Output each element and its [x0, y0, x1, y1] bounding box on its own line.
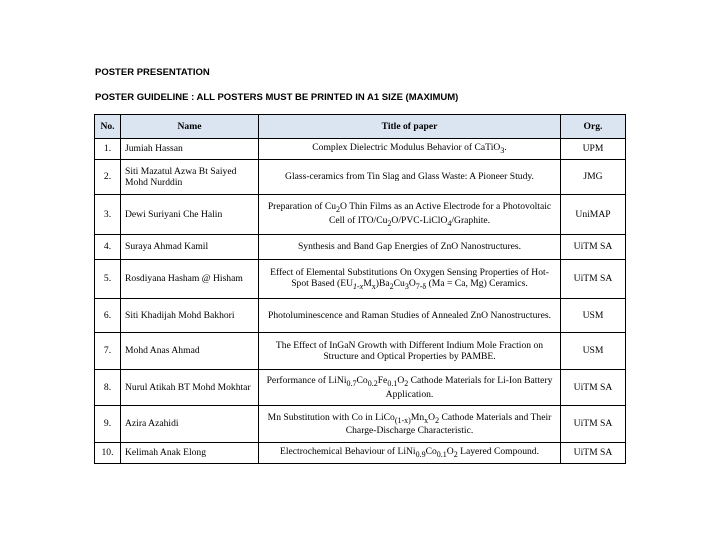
row-number: 6.: [95, 299, 121, 333]
presenter-name: Mohd Anas Ahmad: [121, 333, 259, 370]
table-row: [95, 370, 626, 406]
paper-title: Complex Dielectric Modulus Behavior of CaTiO$_3$.: [259, 139, 561, 160]
row-number: 9.: [95, 406, 121, 443]
presenter-name: Suraya Ahmad Kamil: [121, 235, 259, 260]
presenter-name: Jumiah Hassan: [121, 139, 259, 160]
row-number: 2.: [95, 160, 121, 195]
presenter-name: Dewi Suriyani Che Halin: [121, 195, 259, 235]
row-number: 10.: [95, 443, 121, 464]
poster-guideline: POSTER GUIDELINE : ALL POSTERS MUST BE PRINTED IN A1 SIZE (MAXIMUM): [95, 92, 459, 103]
row-number: 4.: [95, 235, 121, 260]
row-number: 5.: [95, 260, 121, 299]
organization: UniMAP: [561, 195, 626, 235]
presenter-name: Nurul Atikah BT Mohd Mokhtar: [121, 370, 259, 406]
presenter-name: Siti Khadijah Mohd Bakhori: [121, 299, 259, 333]
row-number: 3.: [95, 195, 121, 235]
row-number: 7.: [95, 333, 121, 370]
organization: JMG: [561, 160, 626, 195]
table-row: [95, 195, 626, 235]
table-row: [95, 443, 626, 464]
paper-title: Mn Substitution with Co in $LiCo_{(1-x)}Mn_xO_2$ Cathode Materials and Their Charge-Discharge Characteristic.: [259, 406, 561, 443]
paper-title: Synthesis and Band Gap Energies of ZnO Nanostructures.: [259, 235, 561, 260]
organization: UiTM SA: [561, 406, 626, 443]
table-row: [95, 160, 626, 195]
table-row: [95, 406, 626, 443]
table-row: [95, 333, 626, 370]
table-row: [95, 260, 626, 299]
presenter-name: Rosdiyana Hasham @ Hisham: [121, 260, 259, 299]
column-header-title: Title of paper: [259, 115, 561, 139]
table-row: [95, 139, 626, 160]
row-number: 8.: [95, 370, 121, 406]
organization: USM: [561, 299, 626, 333]
row-number: 1.: [95, 139, 121, 160]
organization: USM: [561, 333, 626, 370]
paper-title: Preparation of $Cu_2O$ Thin Films as an Active Electrode for a Photovoltaic Cell of ITO/$Cu_2O/PVC-LiClO_4$/Graphite.: [259, 195, 561, 235]
column-header-org: Org.: [561, 115, 626, 139]
page-title: POSTER PRESENTATION: [95, 67, 210, 78]
table-row: [95, 235, 626, 260]
organization: UPM: [561, 139, 626, 160]
organization: UiTM SA: [561, 260, 626, 299]
organization: UiTM SA: [561, 235, 626, 260]
paper-title: Performance of $LiNi_{0.7}Co_{0.2}Fe_{0.1}O_2$ Cathode Materials for Li-Ion Battery Application.: [259, 370, 561, 406]
paper-title: Effect of Elemental Substitutions On Oxygen Sensing Properties of Hot-Spot Based $(EU_{1-x}M_x)Ba_2Cu_3O_{7-\delta}$ (Ma = Ca, Mg) Ceramics.: [259, 260, 561, 299]
paper-title: Photoluminescence and Raman Studies of Annealed ZnO Nanostructures.: [259, 299, 561, 333]
paper-title: Electrochemical Behaviour of $LiNi_{0.9}Co_{0.1}O_2$ Layered Compound.: [259, 443, 561, 464]
column-header-name: Name: [121, 115, 259, 139]
poster-table: [94, 114, 626, 464]
organization: UiTM SA: [561, 370, 626, 406]
paper-title: The Effect of InGaN Growth with Different Indium Mole Fraction on Structure and Optical Properties by PAMBE.: [259, 333, 561, 370]
organization: UiTM SA: [561, 443, 626, 464]
presenter-name: Kelimah Anak Elong: [121, 443, 259, 464]
table-header-row: [95, 115, 626, 139]
presenter-name: Siti Mazatul Azwa Bt Saiyed Mohd Nurddin: [121, 160, 259, 195]
column-header-no: No.: [95, 115, 121, 139]
presenter-name: Azira Azahidi: [121, 406, 259, 443]
table-row: [95, 299, 626, 333]
paper-title: Glass-ceramics from Tin Slag and Glass Waste: A Pioneer Study.: [259, 160, 561, 195]
